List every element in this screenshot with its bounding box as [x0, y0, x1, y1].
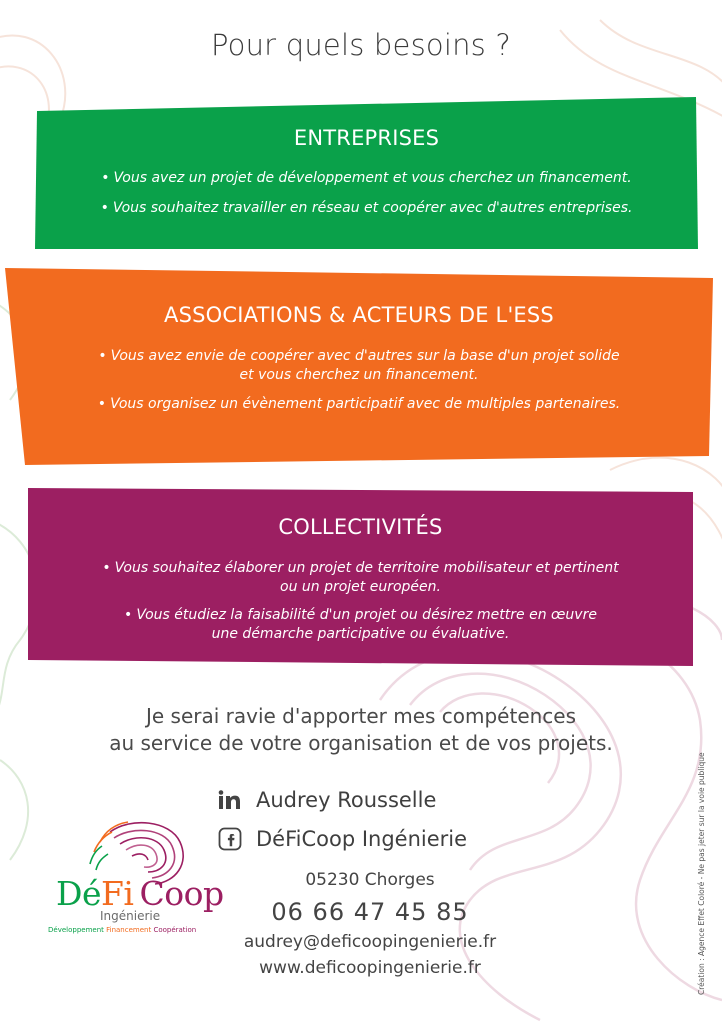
print-credit: Création : Agence Effet Coloré - Ne pas jeter sur la voie publique — [697, 752, 706, 995]
section-heading: ASSOCIATIONS & ACTEURS DE L'ESS — [164, 303, 554, 327]
list-item: • Vous avez envie de coopérer avec d'autres sur la base d'un projet solide et vous cherchez un financement. — [98, 348, 620, 383]
section-list — [5, 347, 713, 414]
section-list — [28, 559, 693, 644]
contact-name: Audrey Rousselle — [256, 788, 437, 812]
section-associations — [5, 268, 713, 465]
phone-number[interactable]: 06 66 47 45 85 — [271, 898, 469, 926]
postal-address: 05230 Chorges — [305, 870, 435, 890]
bullet-icon: • — [98, 348, 107, 364]
logo-wordmark: DéFi Coop — [56, 874, 224, 913]
bullet-icon: • — [102, 560, 111, 576]
contact-company: DéFiCoop Ingénierie — [256, 827, 468, 851]
facebook-icon — [218, 828, 244, 850]
linkedin-icon — [218, 789, 244, 811]
page-title: Pour quels besoins ? — [211, 28, 511, 62]
section-list — [35, 169, 698, 218]
bullet-icon: • — [101, 170, 110, 186]
deficoop-logo — [40, 812, 224, 942]
bullet-icon: • — [124, 607, 133, 623]
section-collectivites — [28, 488, 693, 666]
section-entreprises — [35, 97, 698, 249]
cta-line: au service de votre organisation et de vos projets. — [109, 731, 613, 755]
call-to-action — [0, 703, 722, 757]
logo-tagline: Développement Financement Coopération — [48, 926, 197, 934]
list-item: • Vous souhaitez élaborer un projet de territoire mobilisateur et pertinent ou un projet européen. — [102, 560, 619, 595]
logo-subtitle: Ingénierie — [100, 909, 161, 923]
email-link[interactable]: audrey@deficoopingenierie.fr — [243, 932, 497, 952]
list-item: • Vous avez un projet de développement et vous cherchez un financement. — [101, 170, 632, 186]
bullet-icon: • — [97, 396, 107, 412]
section-heading: ENTREPRISES — [293, 126, 440, 150]
cta-line: Je serai ravie d'apporter mes compétences — [145, 704, 577, 728]
list-item: • Vous souhaitez travailler en réseau et coopérer avec d'autres entreprises. — [100, 200, 633, 216]
list-item: • Vous organisez un évènement participatif avec de multiples partenaires. — [97, 396, 621, 412]
bullet-icon: • — [100, 200, 109, 216]
contact-company-row — [218, 827, 467, 851]
contact-name-row — [218, 788, 436, 812]
section-heading: COLLECTIVITÉS — [278, 515, 443, 539]
website-link[interactable]: www.deficoopingenierie.fr — [259, 958, 481, 978]
list-item: • Vous étudiez la faisabilité d'un projet ou désirez mettre en œuvre une démarche participative ou évaluative. — [124, 607, 597, 642]
